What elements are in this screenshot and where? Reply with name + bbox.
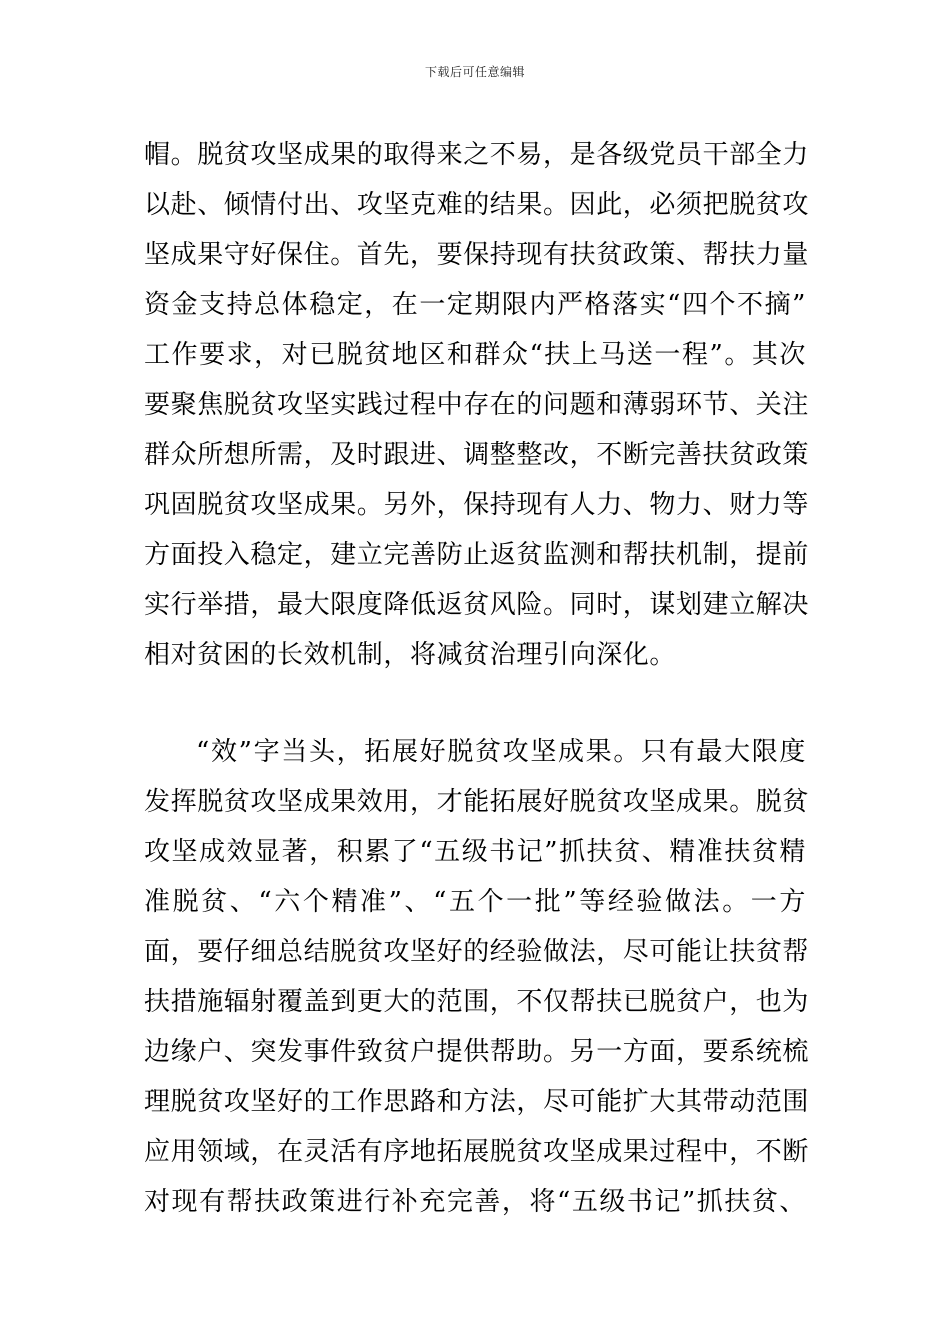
text-line: 坚成果守好保住。首先，要保持现有扶贫政策、帮扶力量 — [144, 240, 810, 270]
text-line: 巩固脱贫攻坚成果。另外，保持现有人力、物力、财力等 — [144, 490, 810, 520]
paragraph-2 — [144, 727, 810, 1227]
text-line: 实行举措，最大限度降低返贫风险。同时，谋划建立解决 — [144, 590, 810, 620]
text-line: 理脱贫攻坚好的工作思路和方法，尽可能扩大其带动范围 — [144, 1087, 810, 1117]
paragraph-1 — [144, 130, 810, 680]
text-line: 攻坚成效显著，积累了“五级书记”抓扶贫、精准扶贫精 — [144, 837, 806, 867]
text-line: 对现有帮扶政策进行补充完善，将“五级书记”抓扶贫、 — [144, 1187, 806, 1217]
text-line: 帽。脱贫攻坚成果的取得来之不易，是各级党员干部全力 — [144, 140, 810, 170]
text-line: 以赴、倾情付出、攻坚克难的结果。因此，必须把脱贫攻 — [144, 190, 810, 220]
text-line: 工作要求，对已脱贫地区和群众“扶上马送一程”。其次 — [144, 340, 806, 370]
text-line: 准脱贫、“六个精准”、“五个一批”等经验做法。一方 — [144, 887, 806, 917]
text-line: 资金支持总体稳定，在一定期限内严格落实“四个不摘” — [144, 290, 806, 320]
page-header: 下载后可任意编辑 — [424, 65, 525, 79]
text-line: 发挥脱贫攻坚成果效用，才能拓展好脱贫攻坚成果。脱贫 — [144, 787, 810, 817]
text-line: 面，要仔细总结脱贫攻坚好的经验做法，尽可能让扶贫帮 — [144, 937, 810, 967]
text-line: “效”字当头，拓展好脱贫攻坚成果。只有最大限度 — [196, 737, 806, 767]
text-line: 边缘户、突发事件致贫户提供帮助。另一方面，要系统梳 — [144, 1037, 810, 1067]
text-line: 方面投入稳定，建立完善防止返贫监测和帮扶机制，提前 — [144, 540, 810, 570]
text-line: 要聚焦脱贫攻坚实践过程中存在的问题和薄弱环节、关注 — [144, 390, 810, 420]
text-line: 相对贫困的长效机制，将减贫治理引向深化。 — [144, 640, 677, 670]
text-line: 扶措施辐射覆盖到更大的范围，不仅帮扶已脱贫户，也为 — [144, 987, 810, 1017]
text-line: 应用领域，在灵活有序地拓展脱贫攻坚成果过程中，不断 — [144, 1137, 810, 1167]
text-line: 群众所想所需，及时跟进、调整整改，不断完善扶贫政策 — [144, 440, 810, 470]
